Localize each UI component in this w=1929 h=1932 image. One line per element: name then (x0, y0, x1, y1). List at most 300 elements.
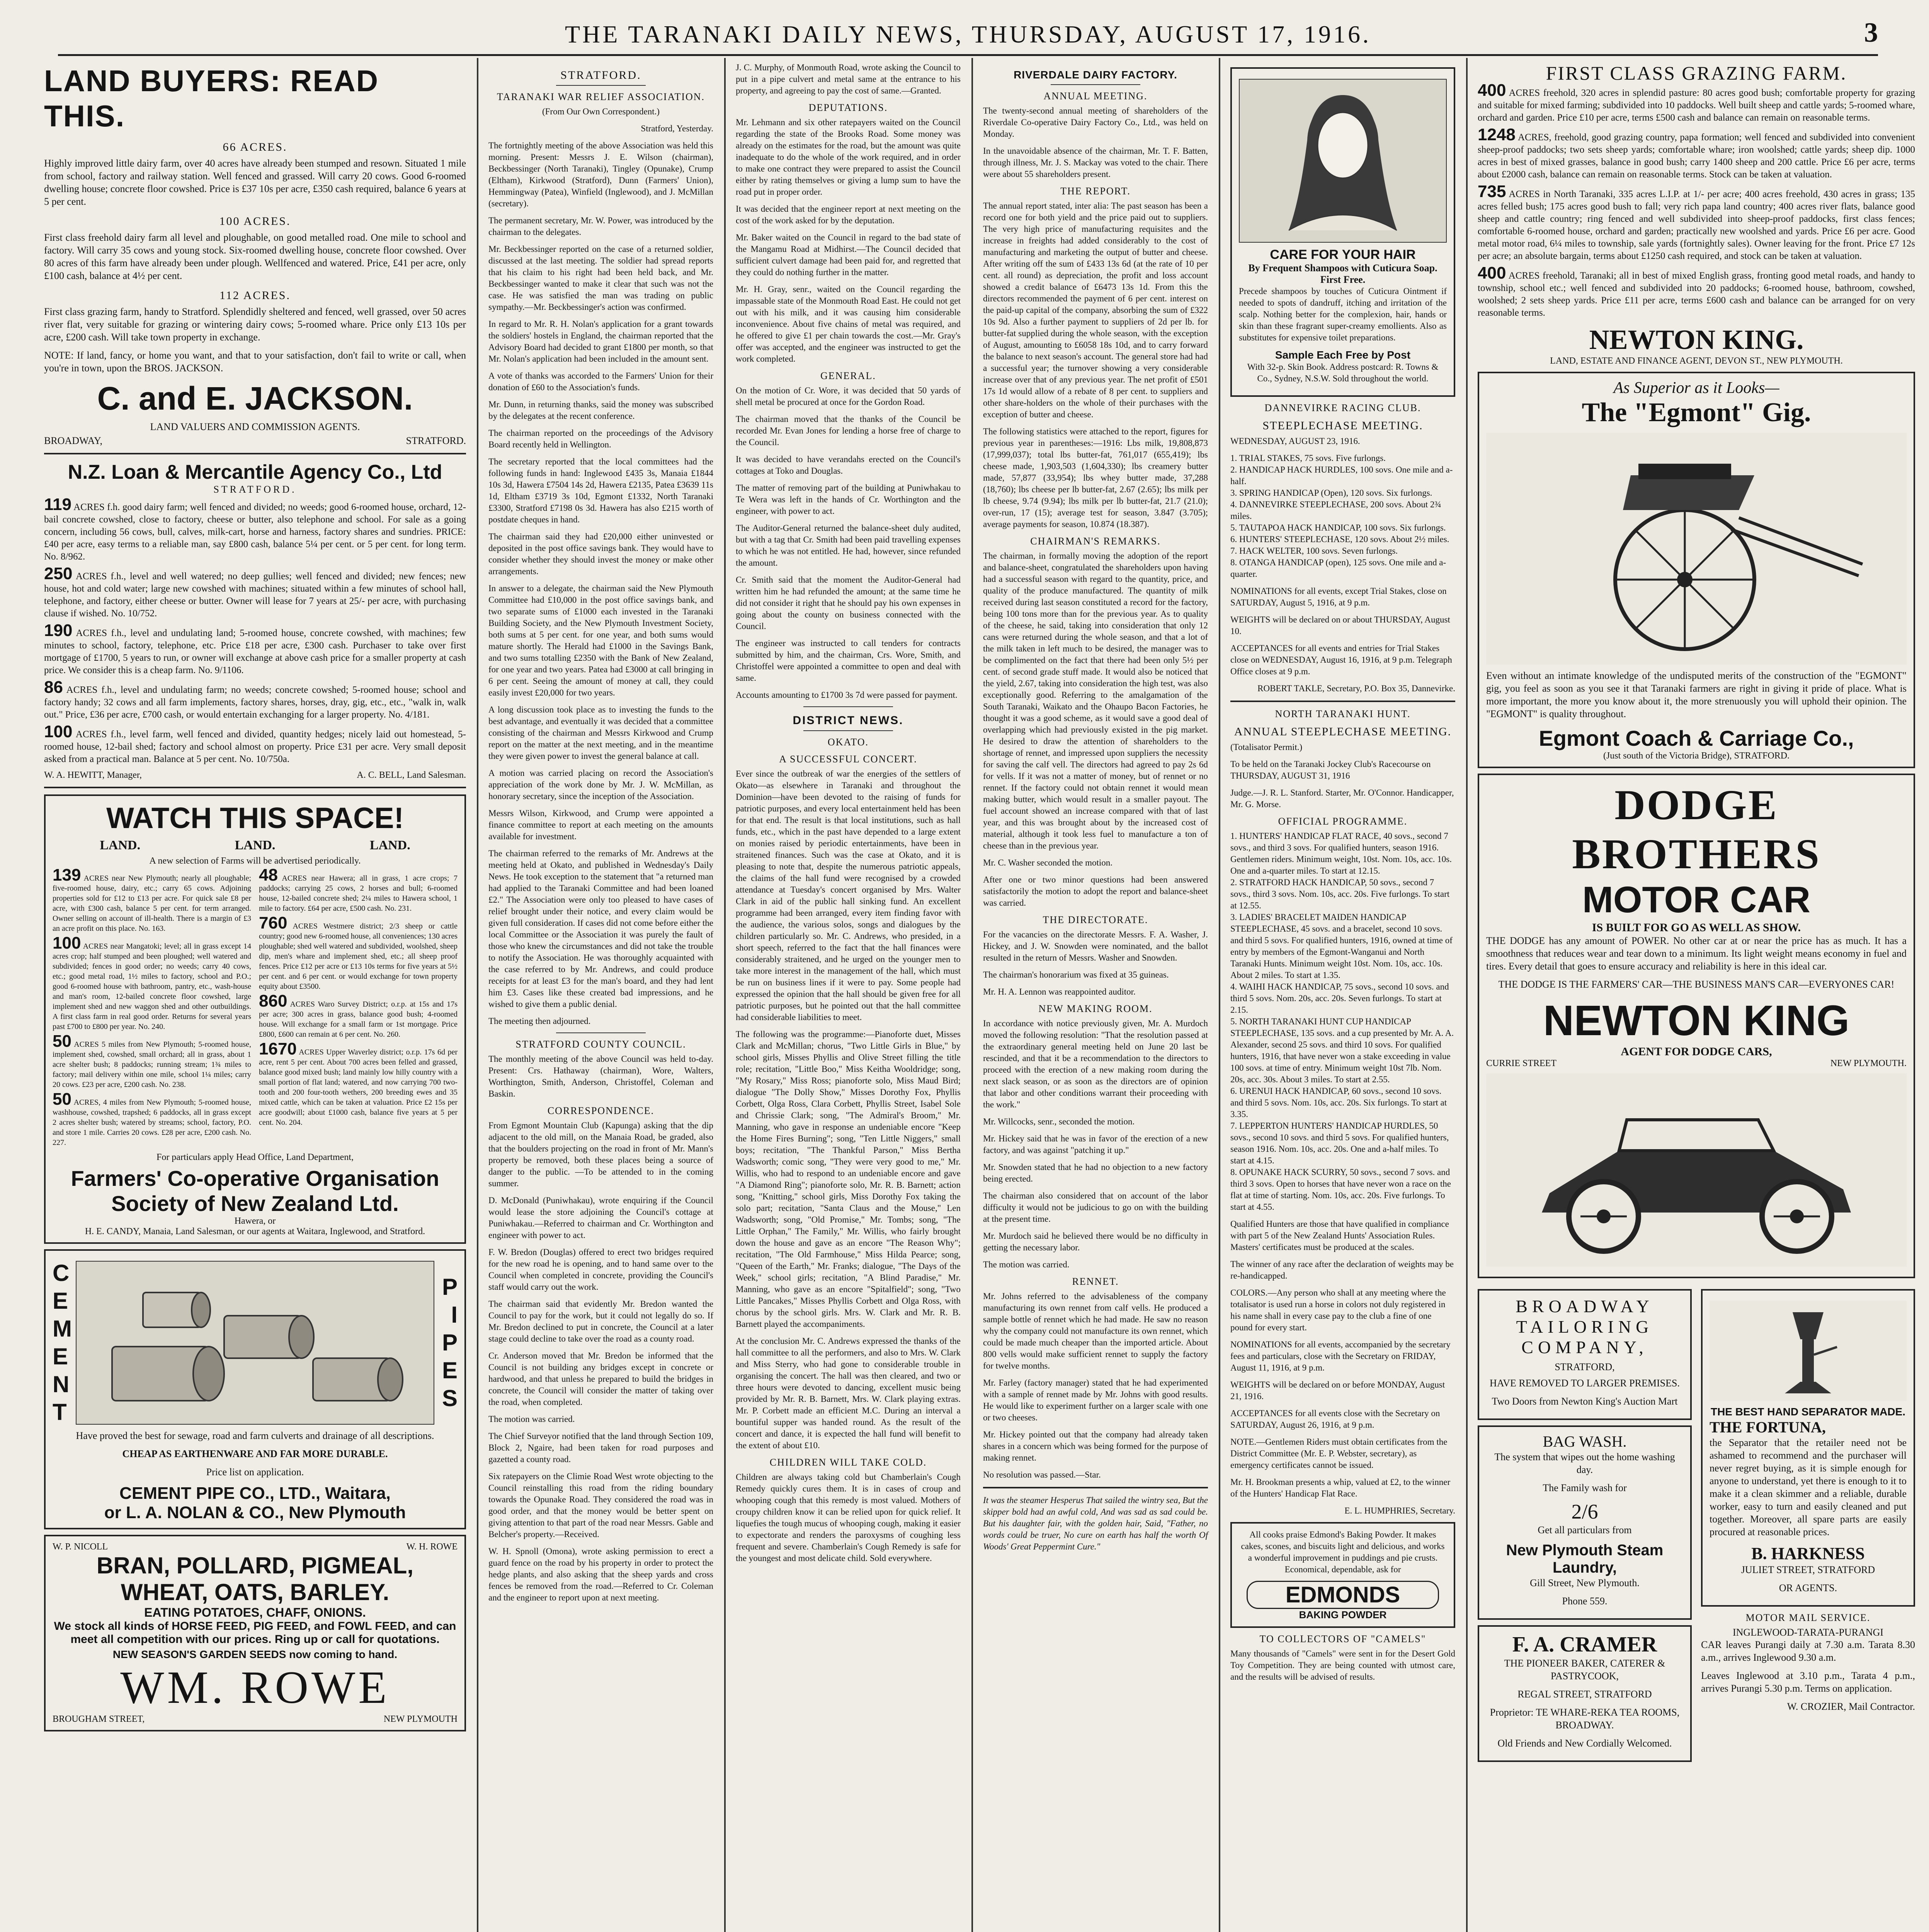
listing-text: ACRES f.h., level and well watered; no deep gullies; well fenced and divided; new fences; new house, hot and cold water; large new cowshed with machines; situated within a few minutes of school hall, telephone, and factory, either cheese or butter. Owner will lease for 7 years at 25/- per acre, with purchasing clause if wished. No. 10/752. (44, 571, 466, 619)
ad-text: CAR leaves Purangi daily at 7.30 a.m. Tarata 8.30 a.m., arrives Inglewood 9.30 a.m. (1701, 1639, 1915, 1663)
article-paragraph: Mr. Murdoch said he believed there would be no difficulty in getting the necessary labor. (983, 1231, 1208, 1252)
ad-text: To be held on the Taranaki Jockey Club's Racecourse on THURSDAY, AUGUST 31, 1916 (1230, 759, 1431, 781)
column-2 (479, 58, 723, 1932)
proprietor-right: W. H. ROWE (406, 1542, 458, 1552)
listing (259, 866, 458, 913)
column-4 (974, 58, 1217, 1932)
ad-title: N.Z. Loan & Mercantile Agency Co., Ltd (68, 461, 442, 483)
ad-text: WEIGHTS will be declared on or about THURSDAY, August 10. (1230, 615, 1450, 636)
article-paragraph: The fortnightly meeting of the above Association was held this morning. Present: Messrs J. E. Wilson (chairman), Beckbessinger (North Taranaki), Tingley (Opunake), Crump (Eltham), Kirkwood (Stratford), Dunn (Farmers' Union), Hemmingway (Patea), Winfield (Inglewood), and J. McMillan (secretary). (488, 141, 713, 208)
divider (983, 1487, 1208, 1488)
ad-heading: DANNEVIRKE RACING CLUB. (1264, 402, 1421, 413)
masthead-title: THE TARANAKI DAILY NEWS, THURSDAY, AUGUST 17, 1916. (565, 20, 1371, 48)
firm-sub: LAND VALUERS AND COMMISSION AGENTS. (150, 421, 360, 432)
article-paragraph: D. McDonald (Puniwhakau), wrote enquiring if the Council would lease the store adjoining the Council's cottage at Puniwhakau.—Referred to chairman and Cr. Worthington and engineer with power to act. (488, 1196, 713, 1240)
listing-heading: 100 ACRES. (219, 215, 291, 228)
cuticura-ad (1230, 67, 1455, 397)
cement-pipes-ad (44, 1249, 466, 1529)
laundry-ad (1478, 1425, 1692, 1620)
listing-number: 760 (259, 913, 287, 932)
listing (259, 992, 458, 1039)
cream-separator-icon (1769, 1304, 1847, 1397)
edmonds-logo-sub: BAKING POWDER (1299, 1609, 1387, 1621)
listing (53, 866, 252, 934)
article-paragraph: Mr. Baker waited on the Council in regard to the bad state of the Mangamu Road at Midhirst.—The Council decided that sufficient culvert damage had been paid for, and regretted that they could do nothing further in the matter. (736, 233, 961, 277)
heading-rule (803, 706, 893, 707)
egmont-gig-ad (1478, 372, 1915, 768)
listing-number: 190 (44, 621, 73, 640)
firm-name: F. A. CRAMER (1512, 1633, 1657, 1656)
pipes-illustration (76, 1261, 434, 1425)
article-subheading: GENERAL. (820, 370, 876, 381)
land-buyers-ad (44, 63, 466, 447)
article-subheading: THE REPORT. (1060, 185, 1131, 197)
ad-heading: ANNUAL STEEPLECHASE MEETING. (1234, 725, 1452, 738)
article-heading: STRATFORD COUNTY COUNCIL. (515, 1039, 686, 1050)
ad-text: NOMINATIONS for all events, except Trial Stakes, close on SATURDAY, August 5, 1916, at 9 p.m. (1230, 586, 1447, 607)
ad-text: ACCEPTANCES for all events close with the Secretary on SATURDAY, August 26, 1916, at 9 p.m. (1230, 1408, 1440, 1430)
article-paragraph: The chairman referred to the remarks of Mr. Andrews at the meeting held at Okato, and published in Wednesday's Daily News. He took exception to the statement that "a returned man had applied to the Taranaki Committee and had been loaned £2." The Association were only too pleased to have cases of relief brought under their notice, and every claim would be given full consideration. If cases did not come before either the local Committee or the Association it was purely the fault of those who knew the circumstances and did not take the trouble to notify the Association. He was thoroughly acquainted with the case referred to by Mr. Andrews, and could produce receipts for at least £3 for the man's board, and they had lent him £3. Cases like these created bad impressions, and he wished to give them a public denial. (488, 849, 713, 1009)
peppermint-cure-verse: It was the steamer Hesperus That sailed the wintry sea, But the skipper bold had an awful cold, And was sad as sad could be. But his daughter fair, with the golden hair, Said, "Father, no words could be truer, No cure on earth has half the worth Of Woods' Great Peppermint Cure." (983, 1495, 1208, 1551)
signatures (44, 770, 466, 781)
article-paragraph: Mr. Lehmann and six other ratepayers waited on the Council regarding the state of the Brooks Road. Some money was already on the estimates for the road, but the amount was quite inadequate to do the whole of the work required, and in order to make one contract they were prepared to assist the Council either by rating themselves or giving a lump sum to have the road put in proper order. (736, 117, 961, 197)
listing-number: 1248 (1478, 125, 1516, 144)
ad-text: NOTE.—Gentlemen Riders must obtain certificates from the District Committee (Mr. E. P. Webster, secretary), as emergency certificates cannot be issued. (1230, 1437, 1448, 1470)
ad-text: Precede shampoos by touches of Cuticura Ointment if needed to spots of dandruff, itching and irritation of the scalp. Nothing better for the complexion, hair, hands or skin than these fragrant super-creamy emollients. Also as substitutes for expensive toilet preparations. (1239, 286, 1447, 342)
article-paragraph: The chairman, in formally moving the adoption of the report and balance-sheet, congratulated the shareholders upon having had a successful season with regard to the quantity, price, and quality of the produce manufactured. The quantity of milk received during last season constituted a record for the factory, being 100 tons more than for the previous year. As to quality of the cheese, he said, taking into consideration that only 12 cans were returned during the whole season, and that a lot of the milk taken in left much to be desired, the manager was to be complimented on the fact that there had been only 5½ per cent. of second grade stuff made. It would also be noticed that the yield, 2.67, taking into consideration the high test, was also exceptionally good. Referring to the amalgamation of the South Taranaki, Waikato and the Ohaupo Bacon Factories, he thought it was a good scheme, as it would save a good deal of overlapping which had previously existed in the pig market. He desired to draw the attention of shareholders to the shortage of rennet, and impressed upon suppliers the necessity for saving the calf vell. The directors had agreed to pay 2s 6d for vells. If it was not a matter of money, but of rennet or no rennet. If the factory could not obtain rennet it would mean making butter, which would result in a smaller payout. The fuel account showed an increase compared with that of last year, and this was brought about by the increased cost of material, although it took less fuel to manufacture a ton of cheese than in the previous year. (983, 551, 1208, 850)
product-name: THE FORTUNA, (1710, 1418, 1826, 1436)
ad-signature: ROBERT TAKLE, Secretary, P.O. Box 35, Dannevirke. (1257, 684, 1455, 693)
address-left: CURRIE STREET (1486, 1058, 1557, 1068)
article-paragraph: J. C. Murphy, of Monmouth Road, wrote asking the Council to put in a pipe culvert and metal same at the entrance to his property, and agreeing to pay the cost of same.—Granted. (736, 63, 961, 95)
fortuna-separator-ad (1701, 1289, 1915, 1607)
firm-name: NEWTON KING. (1589, 324, 1804, 355)
land-label: LAND. (235, 838, 276, 852)
article-paragraph: The Auditor-General returned the balance-sheet duly audited, but with a tag that Cr. Smith had been paid travelling expenses to which he was not entitled. He had, however, since refunded the amount. (736, 523, 961, 568)
article-paragraph: Ever since the outbreak of war the energies of the settlers of Okato—as elsewhere in Taranaki and throughout the Dominion—have been devoted to the raising of funds for patriotic purposes, and every local entertainment held has been for that end. The result is that local institutions, such as hall funds, etc., which in the past have depended to a large extent on monies raised by periodic entertainments, have been in straitened finances. Such was the case at Okato, and it is pleasing to note that, despite the numerous patriotic appeals, the claims of the hall fund were recognised by a crowded attendance at Tuesday's concert organised by Mrs. Walter Clark in aid of the public hall sinking fund. An excellent programme had been arranged, every item finding favor with the audience, the various solos, songs and dialogues by the children particularly so. Mr. C. Andrews, who presided, in a short speech, referred to the fact that the hall finances were considerably straitened, and he urged on the younger men to take more interest in the management of the hall, which must be run on business lines if it were to pay. Some people had expressed the opinion that the hall should be given free for all patriotic purposes, but he pointed out that the hall committee had considerable liabilities to meet. (736, 769, 961, 1022)
ad-heading: STEEPLECHASE MEETING. (1262, 419, 1423, 432)
listing-text: ACRES f.h., level and undulating farm; no weeds; concrete cowshed; 5-roomed house; school and factory handy; 32 cows and all farm implements, factory shares, horses, dray, gig, etc., etc., "walk in, walk out." Price, £36 per acre, £700 cash, or would entertain exchanging for a larger property. No. 4/181. (44, 685, 466, 720)
article-paragraph: A long discussion took place as to investing the funds to the best advantage, and eventually it was decided that a committee consisting of the chairman and Messrs Kirkwood and Crump report on the matter at the next meeting, and in the meantime they were given power to invest the general balance at call. (488, 705, 713, 761)
address-right: NEW PLYMOUTH (383, 1714, 458, 1724)
proprietor-left: W. P. NICOLL (53, 1542, 108, 1552)
article-paragraph: The chairman's honorarium was fixed at 35 guineas. (983, 970, 1169, 980)
ad-text: Mr. H. Brookman presents a whip, valued at £2, to the winner of the Hunters' Handicap Flat Race. (1230, 1477, 1451, 1498)
ad-text: All cooks praise Edmond's Baking Powder. It makes cakes, scones, and biscuits light and delicious, and works a wonderful improvement in puddings and pie crusts. Economical, dependable, ask for (1241, 1530, 1445, 1574)
listing-text: ACRES freehold, Taranaki; all in best of mixed English grass, fronting good metal roads, and handy to township, school etc.; well fenced and subdivided into 20 paddocks; 6-roomed house, bathroom, cowshed, woolshed; 2 sets sheep yards. Price £11 per acre, terms £600 cash and balance can be arranged for on very reasonable terms. (1478, 270, 1915, 318)
article-paragraph: Messrs Wilson, Kirkwood, and Crump were appointed a finance committee to report at each meeting on the amounts available for investment. (488, 808, 713, 841)
article-paragraph: The chairman reported on the proceedings of the Advisory Board recently held in Wellington. (488, 428, 713, 449)
article-paragraph: Mr. Hickey pointed out that the company had already taken shares in a concern which was being formed for the purpose of making rennet. (983, 1430, 1208, 1463)
listing-number: 400 (1478, 264, 1506, 282)
listing-number: 50 (53, 1032, 71, 1051)
ad-sub: STRATFORD, (1555, 1361, 1615, 1372)
tailoring-ad (1478, 1289, 1692, 1420)
listing-text: ACRES near Mangatoki; level; all in grass except 14 acres crop; half stumped and been ploughed; well watered and subdivided; fences in good order; no weeds; carry 40 cows, etc.; good metal road, 1½ miles to factory, school and P.O.; good 6-roomed house with bathroom, pantry, etc., wash-house and man's room, 12-bailed concrete floor cowshed, large implement shed and new waggon shed and other outbuildings. A first class farm in real good order. Returns for several years past £700 to £800 per year. No. 240. (53, 942, 251, 1031)
article-subheading: CORRESPONDENCE. (547, 1105, 655, 1116)
edmonds-ad (1230, 1522, 1455, 1628)
article-paragraph: Mr. Dunn, in returning thanks, said the money was subscribed by the delegates at the recent conference. (488, 400, 713, 421)
article-paragraph: Mr. C. Washer seconded the motion. (983, 858, 1113, 867)
ad-text: WEIGHTS will be declared on or before MONDAY, August 21, 1916. (1230, 1380, 1445, 1401)
listing-number: 100 (53, 934, 81, 952)
article-paragraph: It was decided that the engineer report at next meeting on the cost of the work asked for by the deputation. (736, 204, 961, 225)
ad-text: THE DODGE has any amount of POWER. No other car at or near the price has as much. It has a smoothness that reduces wear and tear down to a minimum. Its light weight means economy in fuel and tires. Every detail that goes to ensure accuracy and reliability is here in this ideal car. (1486, 935, 1907, 972)
section-heading: STRATFORD. (560, 69, 641, 82)
listing (44, 678, 466, 721)
listing (53, 1032, 251, 1090)
article-paragraph: The following was the programme:—Pianoforte duet, Misses Clark and McMillan; chorus, "Two Little Girls in Blue," by school girls, Misses Phyllis and Olive Street filling the title role; recitation, "Little Boo," Miss Keitha Wooldridge; song, "My Rosary," Miss Ross; pianoforte solo, Miss Maud Bird; dialogue "The Dolly Show," Misses Dorothy Fox, Phyllis Corbett, Olga Ross, Clara Corbett, Phyllis Street, Isabel Sole and Chrissie Clark; song, "The Admiral's Broom," Mr. Manning, who gave in response an undeniable encore "Keep the Home Fires Burning"; song, "Ten Little Niggers," small boys; recitation, "The Thankful Parson," Miss Bertha Wadsworth; comic song, "They were very good to me," Mr. Willis, who had to respond to an undeniable encore and gave "A Diamond Ring"; pianoforte solo, Mr. R. B. Barnett; action song, "Knitting," school girls, Miss Dorothy Fox taking the solo part; recitation, "Santa Claus and the Mouse," Len Wadsworth; song, "Old Promise," Mr. Tombs; song, "The Little Orphan," The Family," Mr. Willis, who fairly brought down the house and gave as an encore "The Reason Why"; recitation, "The Old Farmhouse," Miss Hilda Pearce; song, "Queen of the Earth," Mr. Franks; dialogue, "The Days of the Week," school girls; recitation, "A Blind Paradise," Mr. Manning, who gave as an encore "Spitalfield"; song, "Two Little Pancakes," Misses Phyllis Corbett and Olga Ross, with chorus by the school girls. Mrs. W. Clark and Mr. R. B. Barnett played the accompaniments. (736, 1029, 961, 1329)
firm-name: C. and E. JACKSON. (97, 380, 413, 417)
article-heading: OKATO. (827, 736, 869, 748)
article-heading: TO COLLECTORS OF "CAMELS" (1259, 1633, 1426, 1645)
ad-text: Even without an intimate knowledge of the undisputed merits of the construction of the "EGMONT" gig, you feel as soon as you see it that Taranaki farmers are right in giving it pride of place. What is more important, the more you know about it, the more strenuously you will uphold their opinion. The "EGMONT" is quality throughout. (1486, 670, 1907, 719)
firm-address: JULIET STREET, STRATFORD (1741, 1564, 1875, 1575)
listing-number: 86 (44, 678, 63, 697)
masthead (58, 12, 1878, 56)
article-paragraph: From Egmont Mountain Club (Kapunga) asking that the dip adjacent to the old mill, on the Manaia Road, be graded, also that the boulders projecting on the road in front of Mr. Mann's property be removed, both these places being a source of danger to the public. —To be attended to in the coming summer. (488, 1121, 713, 1188)
article-paragraph: It was decided to have verandahs erected on the Council's cottages at Toko and Douglas. (736, 454, 961, 476)
woman-hair-illustration (1239, 79, 1447, 243)
listing-number: 250 (44, 564, 73, 583)
car-illustration (1486, 1073, 1907, 1267)
article-paragraph: Accounts amounting to £1700 3s 7d were passed for payment. (736, 690, 958, 700)
column-rule (477, 58, 478, 1932)
ad-title: BAG WASH. (1543, 1433, 1627, 1450)
company-name: or L. A. NOLAN & CO., New Plymouth (104, 1503, 406, 1522)
listing-text: ACRES Upper Waverley district; o.r.p. 17s 6d per acre, rent 5 per cent. About 700 acres been felled and grassed, balance good mixed bush; land mainly low hilly country with a small portion of flat land; watered, and now carrying 700 two-tooth and 200 four-tooth wethers, 200 breeding ewes and 35 mixed cattle, which can be taken at valuation. Price £2 15s per acre goodwill; about £1000 cash, balance five years at 5 per cent. No. 204. (259, 1048, 458, 1127)
listing-text: First class grazing farm, handy to Stratford. Splendidly sheltered and fenced, well grassed, over 50 acres river flat, very suitable for grazing or wintering dairy cows; 5-roomed whare. Price only £13 10s per acre, £200 cash. Will take town property in exchange. (44, 306, 466, 343)
article-paragraph: In answer to a delegate, the chairman said the New Plymouth Committee had £10,000 in the post office savings bank, and two separate sums of £1000 each invested in the Taranaki Building Society, and the New Plymouth Investment Society, both sums at 5 per cent. for one year, and both sums would mature shortly. The Herald had £1000 in the Savings Bank, and two sums totalling £2350 with the Bank of New Zealand, for one year and two years. Patea had £3000 at call bringing in 6 per cent. Seeing the amount of money at call, they could easily invest £20,000 for two years. (488, 583, 713, 697)
article-paragraph: The chairman moved that the thanks of the Council be recorded Mr. Evan Jones for lending a horse free of charge to the Council. (736, 414, 961, 447)
ad-title: The "Egmont" Gig. (1582, 398, 1811, 427)
listing (1478, 182, 1915, 262)
listing-text: ACRES f.h., level and undulating land; 5-roomed house, concrete cowshed, with machines; few minutes to school, factory, telephone, etc. Price £18 per acre, £300 cash. Purchaser to take over first mortgage of £1700, 5 years to run, or owner will exchange at above cash price for a smaller property at cash price. We consider this is a cheap farm. No. 9/1106. (44, 628, 466, 675)
society-sub: Hawera, or (234, 1216, 276, 1226)
article-paragraph: The twenty-second annual meeting of shareholders of the Riverdale Co-operative Dairy Factory Co., Ltd., was held on Monday. (983, 106, 1208, 139)
section-heading: RIVERDALE DAIRY FACTORY. (1014, 69, 1177, 81)
article-paragraph: Children are always taking cold but Chamberlain's Cough Remedy quickly cures them. It is in cases of croup and whooping cough that this remedy is most valued. Mothers of croupy children know it can be relied upon for quick relief. It liquefies the tough mucus of whooping cough, making it easier to expectorate and renders the paroxysms of coughing less frequent and severe. Chamberlain's Cough Remedy is safe for the youngest and most delicate child. Sold everywhere. (736, 1472, 961, 1563)
heading-rule (803, 730, 893, 731)
article-paragraph: The chairman said that evidently Mr. Bredon wanted the Council to pay for the work, but it could not legally do so. If Mr. Bredon declined to put in concrete, the Council at a later stage could decline to take over the road as a county road. (488, 1299, 713, 1344)
section-heading: DISTRICT NEWS. (793, 714, 904, 727)
article-subheading: A SUCCESSFUL CONCERT. (779, 753, 917, 765)
ad-text: The system that wipes out the home washing day. (1494, 1451, 1675, 1475)
ad-title: TAILORING (1516, 1317, 1653, 1337)
column-rule (724, 58, 726, 1932)
ad-title: FIRST CLASS GRAZING FARM. (1546, 62, 1847, 84)
heading-rule (556, 85, 646, 86)
article-paragraph: Mr. Willcocks, senr., seconded the motion. (983, 1117, 1135, 1126)
ad-text: The winner of any race after the declaration of weights may be re-handicapped. (1230, 1259, 1454, 1281)
ad-signature: E. L. HUMPHRIES, Secretary. (1344, 1506, 1455, 1515)
article-byline: (From Our Own Correspondent.) (542, 107, 660, 116)
rowe-header (53, 1542, 458, 1552)
article-paragraph: The meeting then adjourned. (488, 1016, 591, 1026)
article-paragraph: Mr. Hickey said that he was in favor of the erection of a new factory, and was against "patching it up." (983, 1134, 1208, 1155)
ad-sample: Sample Each Free by Post (1275, 349, 1411, 361)
column-6 (1468, 58, 1924, 1932)
ad-title: MOTOR CAR (1582, 879, 1811, 920)
article-paragraph: No resolution was passed.—Star. (983, 1470, 1101, 1480)
separator-illustration (1710, 1301, 1907, 1401)
listing-column-left (53, 866, 252, 1152)
article-paragraph: A motion was carried placing on record the Association's appreciation of the work done by Mr. J. W. McMillan, as honorary secretary, since the inception of the Association. (488, 768, 713, 801)
product-line: WHEAT, OATS, BARLEY. (121, 1579, 390, 1605)
listing-text: ACRES Waro Survey District; o.r.p. at 15s and 17s per acre; 300 acres in grass, balance good bush; 4-roomed house. Will exchange for a small farm or 1st mortgage. Price £800, £600 can remain at 6 per cent. No. 260. (259, 1000, 458, 1039)
watch-this-space-ad (44, 794, 466, 1244)
ad-title: COMPANY, (1521, 1337, 1648, 1357)
signature-left: W. A. HEWITT, Manager, (44, 770, 142, 780)
article-paragraph: The motion was carried. (488, 1414, 575, 1424)
article-paragraph: Many thousands of "Camels" were sent in for the Desert Gold Toy Competition. They are being counted with utmost care, and the results will be advised of results. (1230, 1649, 1455, 1682)
product-line: EATING POTATOES, CHAFF, ONIONS. (144, 1605, 366, 1619)
listing (44, 564, 466, 620)
article-subheading: DEPUTATIONS. (808, 102, 888, 113)
ad-sub: (Totalisator Permit.) (1230, 742, 1303, 752)
ad-text: NOMINATIONS for all events, accompanied by the secretary fees and particulars, close with the Secretary on FRIDAY, August 11, 1916, at 9 p.m. (1230, 1340, 1451, 1372)
society-agents: H. E. CANDY, Manaia, Land Salesman, or our agents at Waitara, Inglewood, and Stratford. (85, 1226, 425, 1236)
ad-sub: By Frequent Shampoos with Cuticura Soap. First Free. (1248, 262, 1437, 285)
ad-heading: THE BEST HAND SEPARATOR MADE. (1710, 1406, 1906, 1418)
race-list: 1. HUNTERS' HANDICAP FLAT RACE, 40 sovs., second 7 sovs., and third 3 sovs. For qualified hunters, season 1916. Gentlemen riders. Minimum weight, 10st. Nom. 10s, acc. 10s. One and a-quarter miles. To start at 12.15. 2. STRATFORD HACK HANDICAP, 50 sovs., second 7 sovs., third 3 sovs. Nom. 10s, acc. 20s. Five furlongs. To start at 12.55. 3. LADIES' BRACELET MAIDEN HANDICAP STEEPLECHASE, 45 sovs. and a bracelet, second 10 sovs. and third 5 sovs. For qualified hunters, 1916, owned at time of entry by members of the Egmont-Wanganui and North Taranaki Hunts. Minimum weight 10st. Nom. 10s, acc. 10s. About 2 miles. To start at 1.35. 4. WAIHI HACK HANDICAP, 75 sovs., second 10 sovs. and third 5 sovs. Nom. 20s, acc. 20s. Seven furlongs. To start at 2.15. 5. NORTH TARANAKI HUNT CUP HANDICAP STEEPLECHASE, 135 sovs. and a cup presented by Mr. A. A. Alexander, second 25 sovs. and third 10 sovs. For qualified hunters, 1916, that have never won a stake exceeding in value 100 sovs. at time of entry. Minimum weight 10st 7lb. Nom. 20s, acc. 30s. About 3 miles. To start at 2.55. 6. URENUI HACK HANDICAP, 60 sovs., second 10 sovs. and third 5 sovs. Nom. 10s, acc. 20s. Six furlongs. To start at 3.35. 7. LEPPERTON HUNTERS' HANDICAP HURDLES, 50 sovs., second 10 sovs. and third 5 sovs. For qualified hunters, season 1916. Nom. 10s, acc. 20s. One and a-half miles. To start at 4.15. 8. OPUNAKE HACK SCURRY, 50 sovs., second 7 sovs. and third 3 sovs. Open to horses that have never won a race on the flat at time of starting. Nom. 10s, acc. 20s. Five furlongs. To start at 4.55. (1230, 831, 1454, 1212)
article-paragraph: Mr. H. A. Lennon was reappointed auditor. (983, 987, 1136, 997)
article-paragraph: Mr. Johns referred to the advisableness of the company manufacturing its own rennet from calf vells. He produced a sample bottle of rennet which he had made. He saw no reason why the company could not manufacture its own rennet, which could be made much cheaper than the imported article. About 800 vells would make sufficient rennet to supply the factory for twelve months. (983, 1291, 1208, 1371)
address-right: NEW PLYMOUTH. (1830, 1058, 1907, 1068)
divider (1230, 701, 1455, 702)
ad-sub: IS BUILT FOR GO AS WELL AS SHOW. (1592, 921, 1801, 934)
ad-text: Two Doors from Newton King's Auction Mart (1492, 1396, 1678, 1407)
article-paragraph: After one or two minor questions had been answered satisfactorily the motion to adopt the report and balance-sheet was carried. (983, 875, 1208, 908)
ad-text: REGAL STREET, STRATFORD (1517, 1689, 1652, 1700)
gig-illustration (1486, 433, 1907, 665)
heading-rule (1051, 84, 1141, 85)
firm-sub: AGENT FOR DODGE CARS, (1621, 1045, 1772, 1058)
listing-text: Highly improved little dairy farm, over 40 acres have already been stumped and resown. Situated 1 mile from school, factory and railway station. Well fenced and grassed. Will carry 20 cows. Good 6-roomed dwelling house; concrete floor cowshed. Price is £37 10s per acre, £350 cash required, balance 6 years at 5 per cent. (44, 158, 466, 207)
listing-text: ACRES, freehold, good grazing country, papa formation; well fenced and subdivided into convenient sheep-proof paddocks; two sets sheep yards; comfortable whare; iron woolshed; cattle yards; sheep dip. 1000 acres in best of mixed grasses, balance in good bush; carry 1400 sheep and 200 cattle. Price £6 per acre, terms about £2000 cash, balance can remain on reasonable terms. Stock can be taken at valuation. (1478, 132, 1915, 180)
firm-address: OR AGENTS. (1779, 1582, 1837, 1594)
listing-number: 400 (1478, 81, 1506, 100)
column-rule (1219, 58, 1220, 1932)
article-paragraph: Cr. Smith said that the moment the Auditor-General had written him he had refunded the amount; at the same time he did not consider it right that he should pay his own expenses in going about the county on business connected with the Council. (736, 575, 961, 631)
article-subheading: NEW MAKING ROOM. (1038, 1003, 1153, 1014)
listing-number: 119 (44, 495, 71, 514)
ad-title: As Superior as it Looks— (1613, 379, 1779, 397)
nz-loan-ad (44, 461, 466, 781)
ad-title: DODGE BROTHERS (1572, 781, 1821, 878)
signature-right: A. C. BELL, Land Salesman. (357, 770, 466, 780)
ad-text: Old Friends and New Cordially Welcomed. (1497, 1738, 1672, 1749)
listing (44, 722, 466, 765)
cement-banner (53, 1256, 458, 1429)
article-paragraph: The chairman said they had £20,000 either uninvested or deposited in the post office savings bank. They would have to consider whether they should invest the money or make other arrangements. (488, 532, 713, 576)
ad-heading: MOTOR MAIL SERVICE. (1745, 1612, 1871, 1623)
heading-rule (556, 1032, 646, 1033)
pipes-icon (97, 1269, 413, 1416)
article-paragraph: Mr. Beckbessinger reported on the case of a returned soldier, discussed at the last meeting. The soldier had spread reports that his claim to his right had been held back, and Mr. Beckbessinger wanted to make it clear that such was not the case. He was satisfied the man was trading on public sympathy.—Mr. Beckbessinger's action was confirmed. (488, 244, 713, 312)
ad-text: Judge.—J. R. L. Stanford. Starter, Mr. O'Connor. Handicapper, Mr. G. Morse. (1230, 788, 1454, 809)
ad-intro: A new selection of Farms will be advertised periodically. (149, 856, 361, 866)
race-list: 1. TRIAL STAKES, 75 sovs. Five furlongs. 2. HANDICAP HACK HURDLES, 100 sovs. One mile and a-half. 3. SPRING HANDICAP (Open), 120 sovs. Six furlongs. 4. DANNEVIRKE STEEPLECHASE, 200 sovs. About 2¾ miles. 5. TAUTAPOA HACK HANDICAP, 100 sovs. Six furlongs. 6. HUNTERS' STEEPLECHASE, 120 sovs. About 2½ miles. 7. HACK WELTER, 100 sovs. Seven furlongs. 8. OTANGA HANDICAP (open), 125 sovs. One mile and a-quarter. (1230, 453, 1453, 579)
article-paragraph: The engineer was instructed to call tenders for contracts submitted by him, and the chairman, Crs. Wore, Smith, and Christoffel were appointed a committee to open and deal with same. (736, 638, 961, 683)
listing (53, 1090, 251, 1148)
article-subheading: ANNUAL MEETING. (1043, 90, 1148, 102)
listing-text: ACRES f.h., level farm, well fenced and divided, quantity hedges; nicely laid out homestead, 5-roomed house, 12-bail shed; factory and school almost on property. Price £31 per acre. Very small deposit asked from a practical man. Balance at 5 per cent. No. 10/750a. (44, 729, 466, 764)
firm-address: (Just south of the Victoria Bridge), STRATFORD. (1603, 751, 1790, 761)
ad-title: WATCH THIS SPACE! (106, 802, 404, 835)
listing (259, 1039, 458, 1128)
ad-text: Price list on application. (206, 1466, 304, 1478)
ad-text: the Separator that the retailer need not be ashamed to recommend and the purchaser will never regret buying, as it is simple enough for anyone to understand, yet there is enough to it to make it a clean skimmer and a reliable, durable worker, easy to turn and easily cleaned and put together. Moreover, all spare parts are easily procured at reasonable prices. (1710, 1437, 1907, 1537)
article-subheading: THE DIRECTORATE. (1043, 914, 1148, 925)
firm-address (53, 1714, 458, 1725)
article-heading: TARANAKI WAR RELIEF ASSOCIATION. (497, 91, 705, 102)
article-paragraph: The permanent secretary, Mr. W. Power, was introduced by the chairman to the delegates. (488, 216, 713, 237)
firm-address (1486, 1058, 1907, 1069)
article-paragraph: W. H. Spnoll (Omona), wrote asking permission to erect a guard fence on the road by his property in order to protect the hedge plants, and also asking that the sheep yards and cross fences be removed from the road.—Referred to Cr. Coleman and the engineer to report upon at next meeting. (488, 1546, 713, 1602)
dodge-brothers-ad (1478, 774, 1915, 1278)
ad-text: Proprietor: TE WHARE-REKA TEA ROOMS, BROADWAY. (1490, 1707, 1680, 1731)
listing (44, 495, 466, 563)
product-line: BRAN, POLLARD, PIGMEAL, (97, 1553, 413, 1578)
firm-name: WM. ROWE (120, 1662, 390, 1713)
article-paragraph: Mr. H. Gray, senr., waited on the Council regarding the impassable state of the Monmouth Road East. He could not get out with his milk, and it was causing him considerable inconvenience. About five chains of metal was required, and he offered to give £1 per chain towards the cost.—Mr. Gray's offer was accepted, and the engineer was instructed to get the work completed. (736, 284, 961, 364)
listing (44, 621, 466, 677)
land-banner (53, 838, 458, 853)
ad-text: HAVE REMOVED TO LARGER PREMISES. (1490, 1378, 1680, 1389)
ad-text: With 32-p. Skin Book. Address postcard: R. Towns & Co., Sydney, N.S.W. Sold throughout the world. (1247, 362, 1439, 383)
ad-text: COLORS.—Any person who shall at any meeting where the totalisator is used run a horse in colors not duly registered in his name shall in every case pay to the club a fine of one pound for every start. (1230, 1288, 1446, 1332)
article-paragraph: For the vacancies on the directorate Messrs. F. A. Washer, J. Hickey, and J. W. Snowden were nominated, and the ballot resulted in the return of Messrs. Washer and Snowden. (983, 930, 1208, 963)
listing-text: ACRES near New Plymouth; nearly all ploughable; five-roomed house, dairy, etc.; carry 65 cows. Adjoining properties sold for £12 to £13 per acre. For quick sale £8 per acre, with £300 cash, balance 5 per cent. for term arranged. Owner selling on account of ill-health. There is a margin of £3 an acre profit on this place. No. 163. (53, 874, 252, 933)
article-paragraph: Six ratepayers on the Climie Road West wrote objecting to the Council reinstalling this road from the riding boundary towards the Opunake Road. They considered the road was in good order, and that the money would be better spent on giving attention to that part of the road near Messrs. Gable and Belcher's property.—Received. (488, 1471, 713, 1539)
page-number: 3 (1864, 17, 1878, 48)
listing-number: 50 (53, 1090, 71, 1109)
article-paragraph: On the motion of Cr. Wore, it was decided that 50 yards of shell metal be procured at once for the Gordon Road. (736, 386, 961, 407)
pipes-label: P I P E S (442, 1274, 458, 1411)
column-5 (1221, 58, 1465, 1932)
ad-route: INGLEWOOD-TARATA-PURANGI (1732, 1627, 1884, 1638)
listing-text: ACRES near Hawera; all in grass, 1 acre crops; 7 paddocks; carrying 25 cows, 2 horses and bull; 6-roomed house, 12-bailed concrete shed; 2¼ miles to Hawera school, 1 mile to factory. £64 per acre, £500 cash. No. 231. (259, 874, 458, 913)
divider (44, 787, 466, 788)
article-paragraph: F. W. Bredon (Douglas) offered to erect two bridges required for the new road he is opening, and to hand same over to the Council when completed in concrete, providing the Council's staff would carry out the work. (488, 1247, 713, 1292)
article-paragraph: In accordance with notice previously given, Mr. A. Murdoch moved the following resolution: "That the resolution passed at the extraordinary general meeting held on June 20 last be rescinded, and that it be a recommendation to the directors to proceed with the erection of a new making room during the next slack season, or as soon as the directors are of opinion that labor and other conditions warrant their proceeding with the work." (983, 1019, 1208, 1109)
column-rule (1466, 58, 1468, 1932)
article-paragraph: In the unavoidable absence of the chairman, Mr. T. F. Batten, through illness, Mr. J. S. Mackay was voted to the chair. There were about 55 shareholders present. (983, 146, 1208, 179)
article-paragraph: The monthly meeting of the above Council was held to-day. Present: Crs. Hathaway (chairman), Wore, Walters, Worthington, Smith, Anderson, Christoffel, Coleman and Baskin. (488, 1054, 713, 1099)
ad-text: The Family wash for (1543, 1482, 1627, 1493)
column-3 (726, 58, 970, 1932)
ad-title: CARE FOR YOUR HAIR (1270, 247, 1416, 262)
article-paragraph: The Chief Surveyor notified that the land through Section 109, Block 2, Ngaire, had been taken for road purposes and gazetted a county road. (488, 1431, 713, 1464)
listing-text: ACRES, 4 miles from New Plymouth; 5-roomed house, washhouse, cowshed, trapshed; 6 paddocks, all in grass except 2 acres shelter bush; watered by streams; school, factory, P.O. and store 1 mile. Carries 20 cows. £28 per acre, £200 cash. No. 227. (53, 1098, 251, 1147)
ad-heading: NORTH TARANAKI HUNT. (1275, 708, 1411, 719)
ad-date: WEDNESDAY, AUGUST 23, 1916. (1230, 436, 1360, 446)
firm-address (44, 435, 466, 447)
ad-text: Leaves Inglewood at 3.10 p.m., Tarata 4 p.m., arrives Purangi 5.30 p.m. Terms on application. (1701, 1670, 1915, 1694)
land-label: LAND. (369, 838, 410, 852)
listing (1478, 81, 1915, 124)
ad-signature: W. CROZIER, Mail Contractor. (1787, 1701, 1915, 1712)
price: 2/6 (1571, 1500, 1598, 1523)
firm-name: B. HARKNESS (1751, 1544, 1865, 1563)
motor-mail-ad (1701, 1612, 1915, 1713)
listing-columns (53, 866, 458, 1152)
listing-heading: 112 ACRES. (219, 289, 291, 302)
listing-text: ACRES 5 miles from New Plymouth; 5-roomed house, implement shed, cowshed, small orchard; all in grass, about 1 acre shelter bush; 8 paddocks; running stream; 1¾ miles to factory; mail delivery within one mile, school 1¼ miles; carry 20 cows. £23 per acre, £200 cash. No. 238. (53, 1040, 251, 1089)
ad-text: THE PIONEER BAKER, CATERER & PASTRYCOOK, (1504, 1658, 1665, 1682)
society-title: Society of New Zealand Ltd. (111, 1191, 399, 1216)
ad-text: Have proved the best for sewage, road and farm culverts and drainage of all descriptions. (76, 1430, 434, 1441)
rowe-ad (44, 1535, 466, 1731)
article-subheading: RENNET. (1072, 1276, 1119, 1287)
bottom-left-ads (1478, 1284, 1692, 1767)
ad-heading: OFFICIAL PROGRAMME. (1278, 816, 1408, 827)
cramer-ad (1478, 1625, 1692, 1762)
ad-sub: STRATFORD. (213, 484, 297, 495)
listing-number: 100 (44, 722, 73, 741)
ad-text: We stock all kinds of HORSE FEED, PIG FEED, and FOWL FEED, and can meet all competition with our prices. Ring up or call for quotations. (54, 1620, 456, 1646)
divider (44, 453, 466, 454)
woman-portrait-icon (1242, 83, 1443, 238)
article-paragraph: At the conclusion Mr. C. Andrews expressed the thanks of the hall committee to all the performers, and also to Mrs. W. Clark and Miss Sterry, who had gone to considerable trouble in organising the concert. The hall was then cleared, and two or three hours were devoted to dancing, excellent music being provided by Mr. R. B. Barnett, Mrs. W. Clark playing extras. Mr. P. Corbett made an efficient M.C. During an interval a bountiful supper was handed round. As the result of the concert and dance, it is expected the hall fund will benefit to the extent of about £10. (736, 1336, 961, 1450)
article-subheading: CHAIRMAN'S REMARKS. (1030, 536, 1161, 547)
listing-number: 48 (259, 866, 278, 884)
article-dateline: Stratford, Yesterday. (641, 124, 713, 133)
listing-text: ACRES f.h. good dairy farm; well fenced and divided; no weeds; good 6-roomed house, orchard, 12-bail concrete cowshed, close to factory, cheese or butter, also telephone and school. For sale as a going concern, including 56 cows, bull, calves, milk-cart, horse and harness, factory shares and sundries. PRICE: £40 per acre, easy terms to a reliable man, say £800 cash, balance 5¼ per cent. or 5 per cent. for long term. No. 8/962. (44, 502, 466, 562)
listing (1478, 264, 1915, 319)
firm-name: Egmont Coach & Carriage Co., (1539, 726, 1854, 750)
firm-address: Gill Street, New Plymouth. (1530, 1577, 1640, 1588)
article-paragraph: The secretary reported that the local committees had the following funds in hand: Inglewood £435 3s, Manaia £1844 10s 3d, Hawera £7504 14s 2d, Hawera £2135, Patea £3639 11s 1d, Eltham £3719 3s 10d, Egmont £1332, North Taranaki £3300, Stratford £7198 0s 3d. Hawera has also £215 worth of postdate cheques in hand. (488, 457, 713, 524)
listing-column-right (259, 866, 458, 1152)
listing-number: 139 (53, 866, 81, 884)
motor-car-icon (1503, 1081, 1890, 1259)
firm-address: LAND, ESTATE AND FINANCE AGENT, DEVON ST., NEW PLYMOUTH. (1550, 356, 1843, 366)
article-paragraph: The following statistics were attached to the report, figures for previous year in parentheses:—1916: Lbs milk, 19,808,873 (17,999,037); total lbs butter-fat, 761,017 (655,419); lbs cheese made, 1,903,503 (1,604,330); lbs creamery butter made, 57,877 (33,954); lbs whey butter made, 37,288 (18,760); lbs cheese per lb butter-fat, 2.67 (2.65); lbs milk per lb cheese, 9.74 (9.94); lbs milk per lb butter-fat, 21.7 (21.0); over-run, 17 (15); average test for season, 3.847 (3.705); average payments for season, 10.874 (18.387). (983, 427, 1208, 529)
listing-number: 1670 (259, 1039, 297, 1058)
cement-label: C E M E N T (53, 1260, 72, 1425)
address-left: BROUGHAM STREET, (53, 1714, 145, 1724)
listing-text: ACRES freehold, 320 acres in splendid pasture: 80 acres good bush; comfortable property for grazing and suitable for mixed farming; subdivided into 10 paddocks. Well built sheep and cattle yards; 5-roomed whare, orchard and garden. Price £10 per acre, terms £500 cash and balance can remain on reasonable terms. (1478, 88, 1915, 123)
article-paragraph: Cr. Anderson moved that Mr. Bredon be informed that the Council is not building any bridges except in concrete or hardwood, and that unless he prepared to build the bridges in concrete, the Council will consider the matter of taking over the road, when completed. (488, 1351, 713, 1407)
address-left: BROADWAY, (44, 435, 102, 446)
company-name: CEMENT PIPE CO., LTD., Waitara, (119, 1484, 391, 1503)
dannevirke-racing-ad (1230, 402, 1455, 694)
listing-text: ACRES in North Taranaki, 335 acres L.I.P. at 1/- per acre; 400 acres freehold, 430 acres in grass; 135 acres felled bush; 175 acres good bush to fall; very rich papa land country; 400 acres river flats, balance good sheep and cattle country; ring fenced and well subdivided into sheep-proof paddocks, first class fences; comfortable 6-roomed house, orchard and garden; practically new woolshed and yards. Price £6 per acre. Good metal motor road, 6¼ miles to township, sale yards (fortnightly sales). Owner leaving for the front. Price £7 12s per acre; an absolute bargain, terms about £1250 cash required, and stock can be taken at valuation. (1478, 189, 1915, 261)
grazing-farm-ad (1478, 62, 1915, 366)
listing-number: 735 (1478, 182, 1506, 201)
column-1 (35, 58, 475, 1932)
edmonds-logo: EDMONDS (1247, 1581, 1439, 1609)
ad-note: NOTE: If land, fancy, or home you want, and that to your satisfaction, don't fail to write or call, when you're in town, upon the BROS. JACKSON. (44, 350, 466, 374)
firm-name: NEWTON KING (1543, 997, 1850, 1044)
ad-text: CHEAP AS EARTHENWARE AND FAR MORE DURABLE. (122, 1448, 388, 1459)
article-paragraph: The chairman also considered that on account of the labor difficulty it would not be judicious to go on with the building at the present time. (983, 1191, 1208, 1224)
land-label: LAND. (100, 838, 141, 852)
society-title: Farmers' Co-operative Organisation (71, 1166, 439, 1190)
column-rule (971, 58, 973, 1932)
article-paragraph: Mr. Snowden stated that he had no objection to a new factory being erected. (983, 1162, 1208, 1184)
listing-heading: 66 ACRES. (223, 141, 287, 153)
ad-title: BROADWAY (1516, 1296, 1654, 1316)
north-taranaki-hunt-ad (1230, 708, 1455, 1517)
ad-footer: For particulars apply Head Office, Land Department, (156, 1152, 354, 1162)
article-paragraph: The annual report stated, inter alia: The past season has been a record one for both yield and the price paid out to suppliers. The very high price of manufacturing requisites and the increase in freights had added considerably to the cost of manufacturing and marketing the output of butter and cheese. After writing off the sum of £433 13s 6d (at the rate of 10 per cent. all round) as depreciation, the profit and loss account showed a credit balance of £6473 13s 1d. From this the directors recommended the payment of 6 per cent. interest on the paid-up capital of the company, absorbing the sum of £322 10s 9d. Also a further payment to suppliers of 2d per lb. for butter-fat supplied during the whole season, with the exception of August, amounting to £6058 18s 10d, and to carry forward the balance to next season's account. The general store had had a successful year; the turnover showing a very considerable increase over that of any previous year. The net profit of £501 17s 1d would allow of a rebate of 8 per cent. to suppliers and other share-holders on the whole of their purchases with the exception of butter and cheese. (983, 201, 1208, 419)
article-paragraph: The matter of removing part of the building at Puniwhakau to Te Wera was left in the hands of Cr. Worthington and the engineer, with power to act. (736, 483, 961, 516)
article-paragraph: A vote of thanks was accorded to the Farmers' Union for their donation of £60 to the Association's funds. (488, 371, 713, 392)
firm-phone: Phone 559. (1562, 1595, 1608, 1607)
